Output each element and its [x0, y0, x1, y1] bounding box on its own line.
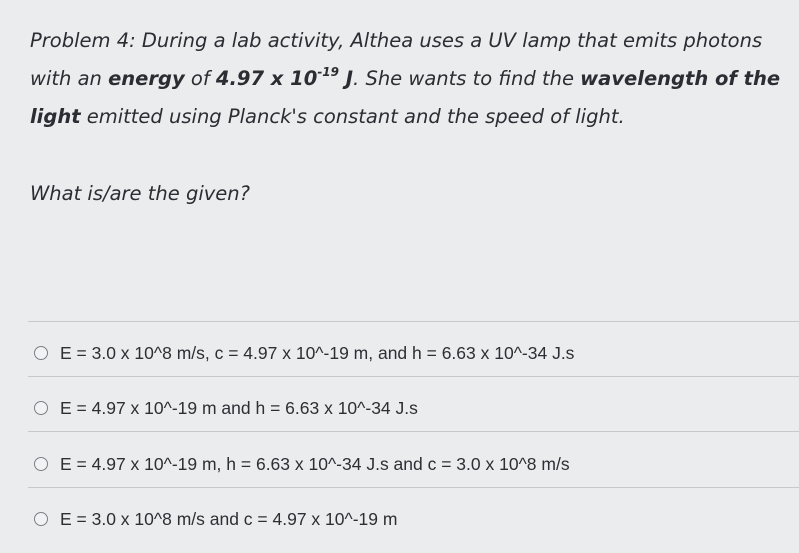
- option-label: E = 4.97 x 10^-19 m and h = 6.63 x 10^-34 J.s: [60, 397, 418, 418]
- question-energy-unit: J: [339, 67, 354, 90]
- divider: [28, 431, 799, 432]
- question-segment: . She wants to find the: [353, 67, 581, 90]
- answer-option-4[interactable]: [28, 499, 799, 539]
- answer-option-1[interactable]: [28, 333, 799, 373]
- question-text: [30, 22, 790, 136]
- question-prompt: What is/are the given?: [30, 182, 250, 205]
- answer-option-2[interactable]: [28, 388, 799, 428]
- radio-button[interactable]: [34, 401, 48, 415]
- divider: [28, 487, 799, 488]
- divider: [28, 376, 799, 377]
- question-energy-exponent: -19: [317, 65, 339, 79]
- radio-button[interactable]: [34, 457, 48, 471]
- question-segment: emitted using Planck's constant and the speed of light.: [80, 105, 625, 128]
- question-emphasis-wavelength: wavelength of the light: [30, 67, 781, 128]
- option-label: E = 3.0 x 10^8 m/s and c = 4.97 x 10^-19 m: [60, 508, 398, 529]
- option-label: E = 4.97 x 10^-19 m, h = 6.63 x 10^-34 J.s and c = 3.0 x 10^8 m/s: [60, 453, 570, 474]
- question-energy-value: 4.97 x 10: [215, 67, 318, 90]
- radio-button[interactable]: [34, 346, 48, 360]
- divider: [28, 321, 799, 322]
- option-label: E = 3.0 x 10^8 m/s, c = 4.97 x 10^-19 m, and h = 6.63 x 10^-34 J.s: [60, 342, 575, 363]
- question-segment: Problem 4: During a lab activity, Althea uses a UV lamp that emits photons with an: [30, 29, 763, 90]
- question-emphasis-energy: energy: [108, 67, 185, 90]
- question-segment: of: [184, 67, 216, 90]
- radio-button[interactable]: [34, 512, 48, 526]
- answer-option-3[interactable]: [28, 444, 799, 484]
